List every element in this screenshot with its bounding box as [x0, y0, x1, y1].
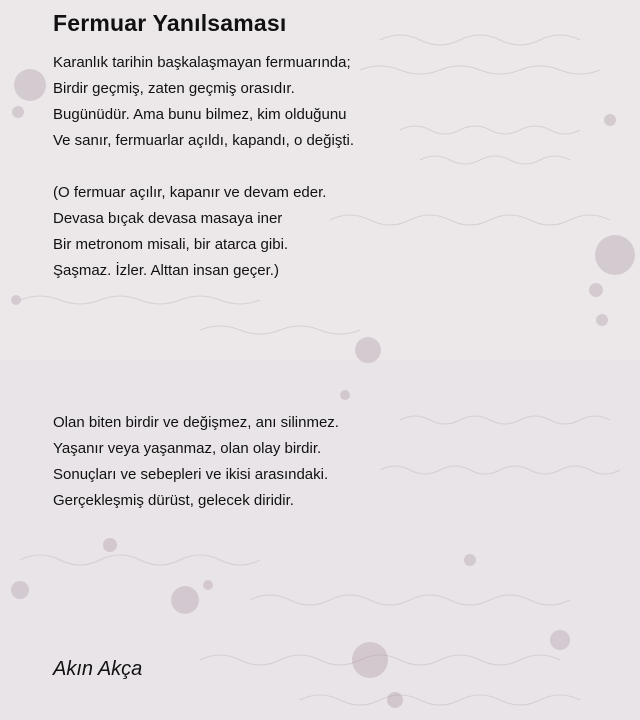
poem-title: Fermuar Yanılsaması	[53, 10, 287, 36]
poem-line: Devasa bıçak devasa masaya iner	[53, 210, 283, 227]
poem-line: Yaşanır veya yaşanmaz, olan olay birdir.	[53, 440, 322, 457]
poem-line: Bugünüdür. Ama bunu bilmez, kim olduğunu	[53, 106, 347, 123]
stanza-2	[53, 180, 326, 284]
stanza-1	[53, 50, 354, 154]
poem-line: Sonuçları ve sebepleri ve ikisi arasındaki.	[53, 466, 329, 483]
poem-line: Bir metronom misali, bir atarca gibi.	[53, 236, 289, 253]
poem-line: Gerçekleşmiş dürüst, gelecek diridir.	[53, 492, 294, 509]
poem-line: Ve sanır, fermuarlar açıldı, kapandı, o değişti.	[53, 132, 354, 149]
poem-line: Olan biten birdir ve değişmez, anı silinmez.	[53, 414, 339, 431]
stanza-3	[53, 410, 339, 514]
poem-line: Karanlık tarihin başkalaşmayan fermuarında;	[53, 54, 351, 71]
poem-author: Akın Akça	[53, 658, 143, 680]
poem-line: Şaşmaz. İzler. Alttan insan geçer.)	[53, 262, 279, 279]
poem-line: Birdir geçmiş, zaten geçmiş orasıdır.	[53, 80, 295, 97]
poem-line: (O fermuar açılır, kapanır ve devam eder.	[53, 184, 327, 201]
